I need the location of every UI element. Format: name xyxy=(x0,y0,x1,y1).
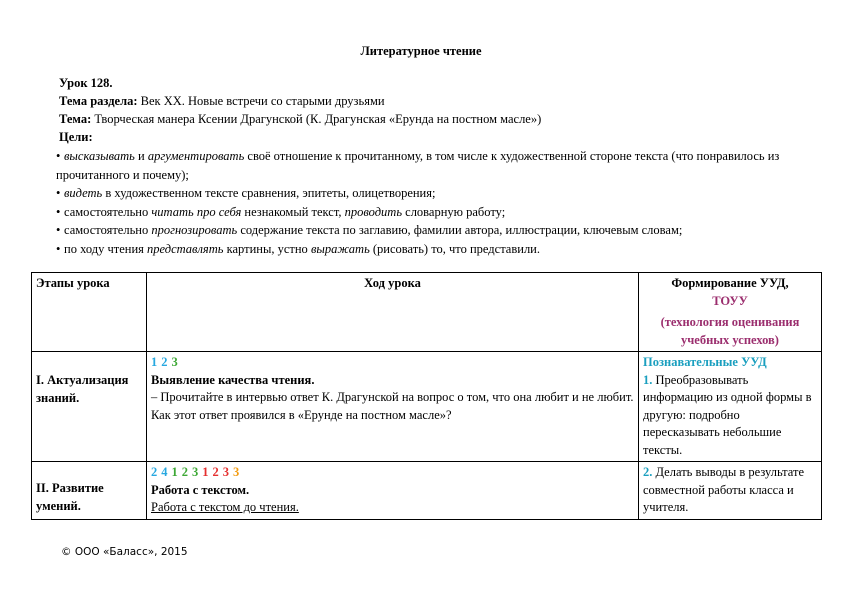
goal-verb: проводить xyxy=(344,204,403,219)
number-code: 4 xyxy=(161,465,168,479)
goal-text: и xyxy=(134,149,148,163)
uud-cell xyxy=(639,462,822,520)
activity-text: – Прочитайте в интервью ответ К. Драгунской на вопрос о том, что она любит и не любит. Как этот ответ проявился в «Ерунде на постном масле»? xyxy=(151,390,634,422)
goal-verb: видеть xyxy=(64,186,103,200)
course-cell xyxy=(147,352,639,462)
table-row xyxy=(32,352,822,462)
goal-text: незнакомый текст, xyxy=(241,204,345,219)
header-uud-tech: (технология оценивания учебных успехов) xyxy=(660,315,800,347)
goal-text: картины, устно xyxy=(223,241,311,256)
number-code: 2 xyxy=(181,465,188,479)
uud-category: Познавательные УУД xyxy=(643,355,767,369)
goal-text: в художественном тексте сравнения, эпитеты, олицетворения; xyxy=(102,186,436,200)
number-code: 2 xyxy=(151,465,158,479)
goals-label: Цели: xyxy=(59,130,93,144)
header-uud-title: Формирование УУД, xyxy=(671,276,789,290)
number-code: 3 xyxy=(171,355,178,369)
stage-cell: I. Актуализация знаний. xyxy=(32,352,147,462)
header-stages: Этапы урока xyxy=(32,273,147,352)
header-uud xyxy=(639,273,822,352)
uud-text: Преобразовывать информацию из одной формы в другую: подробно пересказывать небольшие тексты. xyxy=(643,372,812,457)
number-code: 1 xyxy=(151,355,158,369)
bullet: • xyxy=(56,241,61,256)
lesson-table xyxy=(31,272,822,520)
number-code: 3 xyxy=(192,465,199,479)
bullet: • xyxy=(56,204,61,219)
goal-verb: прогнозировать xyxy=(151,223,238,237)
goals-list xyxy=(56,147,806,258)
bullet: • xyxy=(56,223,61,237)
number-code: 3 xyxy=(233,465,240,479)
goal-text: самостоятельно xyxy=(64,204,152,219)
number-code: 2 xyxy=(212,465,219,479)
activity-subheading: Работа с текстом до чтения. xyxy=(151,500,299,514)
goal-text: (рисовать) то, что представили. xyxy=(369,241,540,256)
number-code: 2 xyxy=(161,355,168,369)
number-codes xyxy=(151,354,634,372)
number-code: 3 xyxy=(222,465,229,479)
section-label: Тема раздела: xyxy=(59,94,138,108)
goal-item xyxy=(56,147,806,184)
goal-verb: читать про себя xyxy=(151,204,242,219)
stage-cell: II. Развитие умений. xyxy=(32,462,147,520)
uud-cell xyxy=(639,352,822,462)
goal-text: своё отношение к прочитанному, в том числе к художественной стороне текста (что понравилось из прочитанного и почему); xyxy=(56,149,780,182)
uud-item xyxy=(643,372,817,460)
copyright-footer: © ООО «Баласс», 2015 xyxy=(61,546,188,558)
uud-number: 1. xyxy=(643,372,653,387)
goal-text: самостоятельно xyxy=(64,223,152,237)
page-title: Литературное чтение xyxy=(360,44,482,58)
goal-item xyxy=(56,240,806,259)
goal-item xyxy=(56,203,806,222)
number-codes xyxy=(151,464,634,482)
goal-verb: аргументировать xyxy=(147,149,245,163)
table-header-row xyxy=(32,273,822,352)
bullet: • xyxy=(56,186,61,200)
goal-item xyxy=(56,184,806,203)
goal-verb: представлять xyxy=(147,241,224,256)
header-course: Ход урока xyxy=(147,273,639,352)
goal-text: по ходу чтения xyxy=(64,241,148,256)
goal-item xyxy=(56,221,806,240)
topic-label: Тема: xyxy=(59,112,92,126)
goal-text: словарную работу; xyxy=(402,204,506,219)
uud-text: Делать выводы в результате совместной работы класса и учителя. xyxy=(643,465,805,514)
goal-verb: высказывать xyxy=(64,149,135,163)
number-code: 1 xyxy=(171,465,178,479)
table-row xyxy=(32,462,822,520)
bullet: • xyxy=(56,149,61,163)
section-value: Век ХХ. Новые встречи со старыми друзьями xyxy=(137,94,385,108)
number-code: 1 xyxy=(202,465,209,479)
activity-heading: Работа с текстом. xyxy=(151,482,250,497)
lesson-header xyxy=(59,74,799,146)
course-cell xyxy=(147,462,639,520)
lesson-number: Урок 128. xyxy=(59,76,113,90)
uud-number: 2. xyxy=(643,465,653,479)
goal-verb: выражать xyxy=(310,241,370,256)
goal-text: содержание текста по заглавию, фамилии автора, иллюстрации, ключевым словам; xyxy=(237,223,683,237)
activity-heading: Выявление качества чтения. xyxy=(151,372,315,387)
header-uud-touu: ТОУУ xyxy=(712,293,748,308)
uud-item xyxy=(643,464,817,517)
topic-value: Творческая манера Ксении Драгунской (К. Драгунская «Ерунда на постном масле») xyxy=(91,112,542,126)
